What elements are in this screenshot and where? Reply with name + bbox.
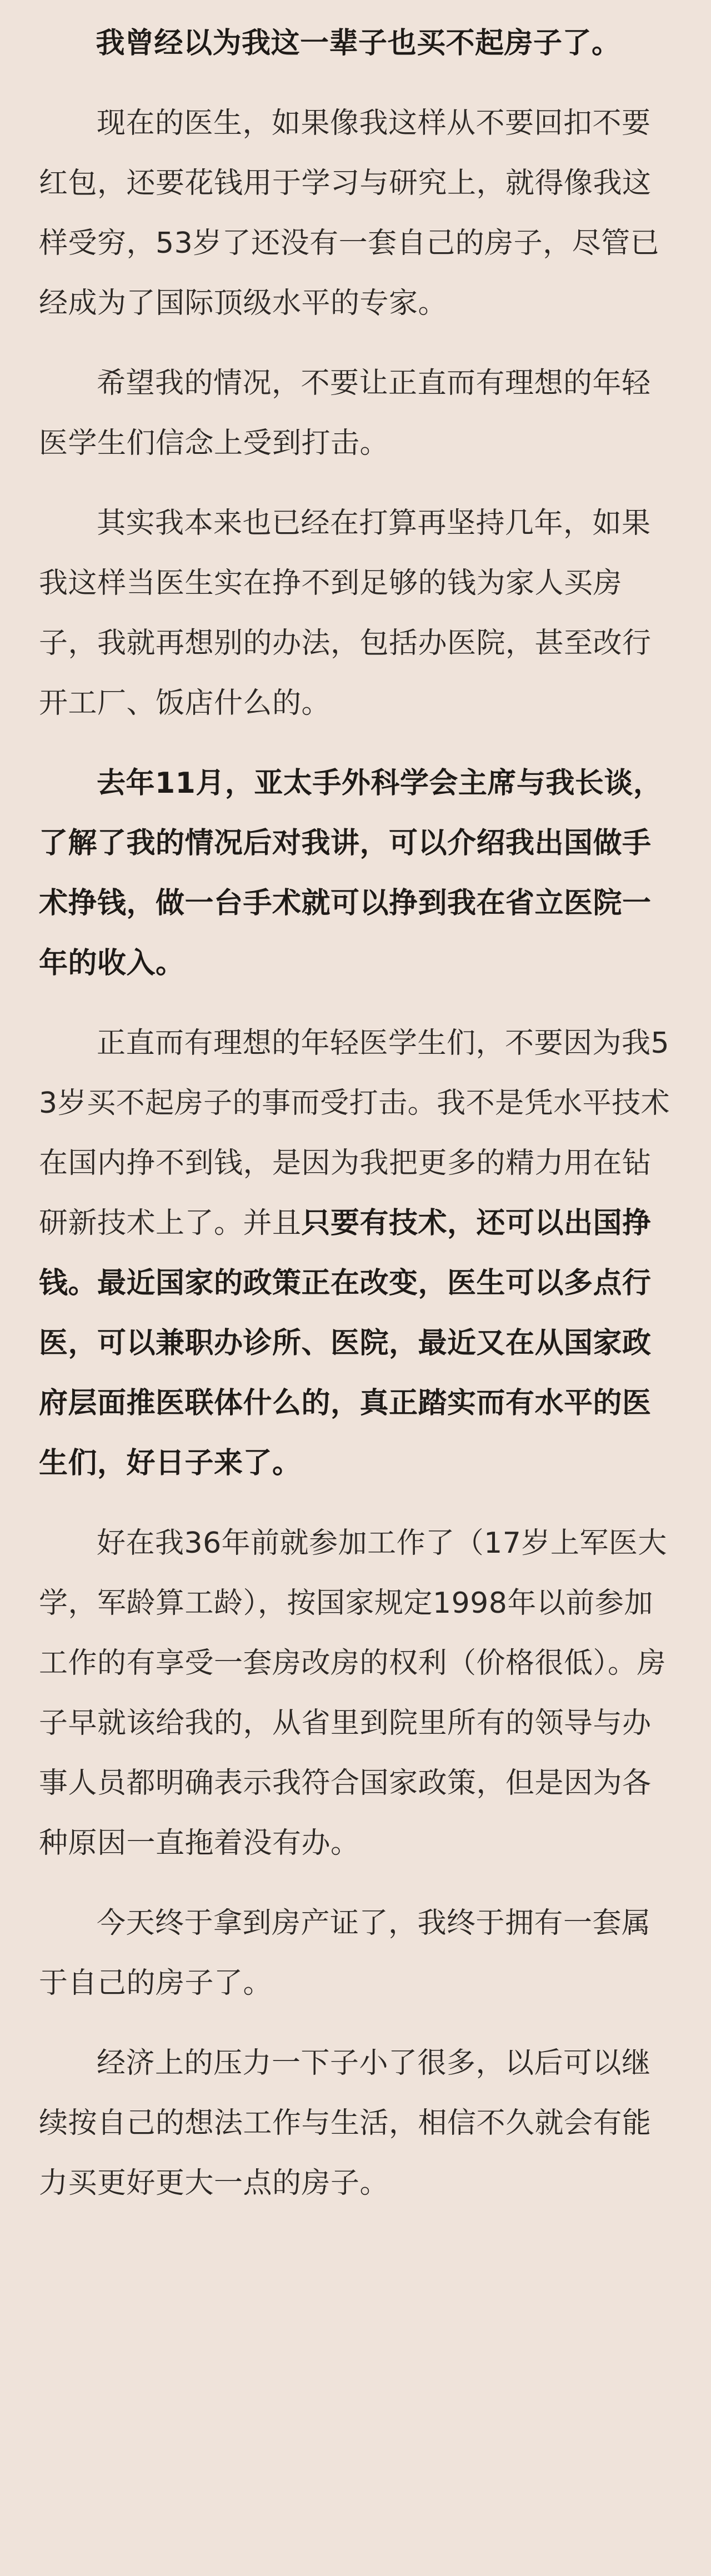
paragraph-3: 其实我本来也已经在打算再坚持几年，如果我这样当医生实在挣不到足够的钱为家人买房子，我就再想别的办法，包括办医院，甚至改行开工厂、饭店什么的。: [39, 507, 652, 720]
paragraph-1: 现在的医生，如果像我这样从不要回扣不要红包，还要花钱用于学习与研究上，就得像我这样受穷，53岁了还没有一套自己的房子，尽管已经成为了国际顶级水平的专家。: [39, 107, 660, 320]
paragraph-5-plain-text: 正直而有理想的年轻医学生们，不要因为我53岁买不起房子的事而受打击。我不是凭水平技术在国内挣不到钱，是因为我把更多的精力用在钻研新技术上了。并且: [39, 1027, 670, 1240]
paragraph-5-bold-text: 只要有技术，还可以出国挣钱。最近国家的政策正在改变，医生可以多点行医，可以兼职办诊所、医院，最近又在从国家政府层面推医联体什么的，真正踏实而有水平的医生们，好日子来了。: [39, 1207, 652, 1480]
paragraph-6: 好在我36年前就参加工作了（17岁上军医大学，军龄算工龄），按国家规定1998年以前参加工作的有享受一套房改房的权利（价格很低）。房子早就该给我的，从省里到院里所有的领导与办事人员都明确表示我符合国家政策，但是因为各种原因一直拖着没有办。: [39, 1527, 667, 1860]
paragraph-2: 希望我的情况，不要让正直而有理想的年轻医学生们信念上受到打击。: [39, 367, 651, 460]
paragraph-5: [39, 1013, 678, 1493]
paragraph-8: 经济上的压力一下子小了很多，以后可以继续按自己的想法工作与生活，相信不久就会有能力买更好更大一点的房子。: [39, 2047, 652, 2200]
article-title: 我曾经以为我这一辈子也买不起房子了。: [96, 27, 621, 60]
paragraph-7: 今天终于拿到房产证了，我终于拥有一套属于自己的房子了。: [39, 1907, 651, 2000]
paragraph-4-bold: 去年11月，亚太手外科学会主席与我长谈，了解了我的情况后对我讲，可以介绍我出国做手术挣钱，做一台手术就可以挣到我在省立医院一年的收入。: [39, 767, 663, 980]
